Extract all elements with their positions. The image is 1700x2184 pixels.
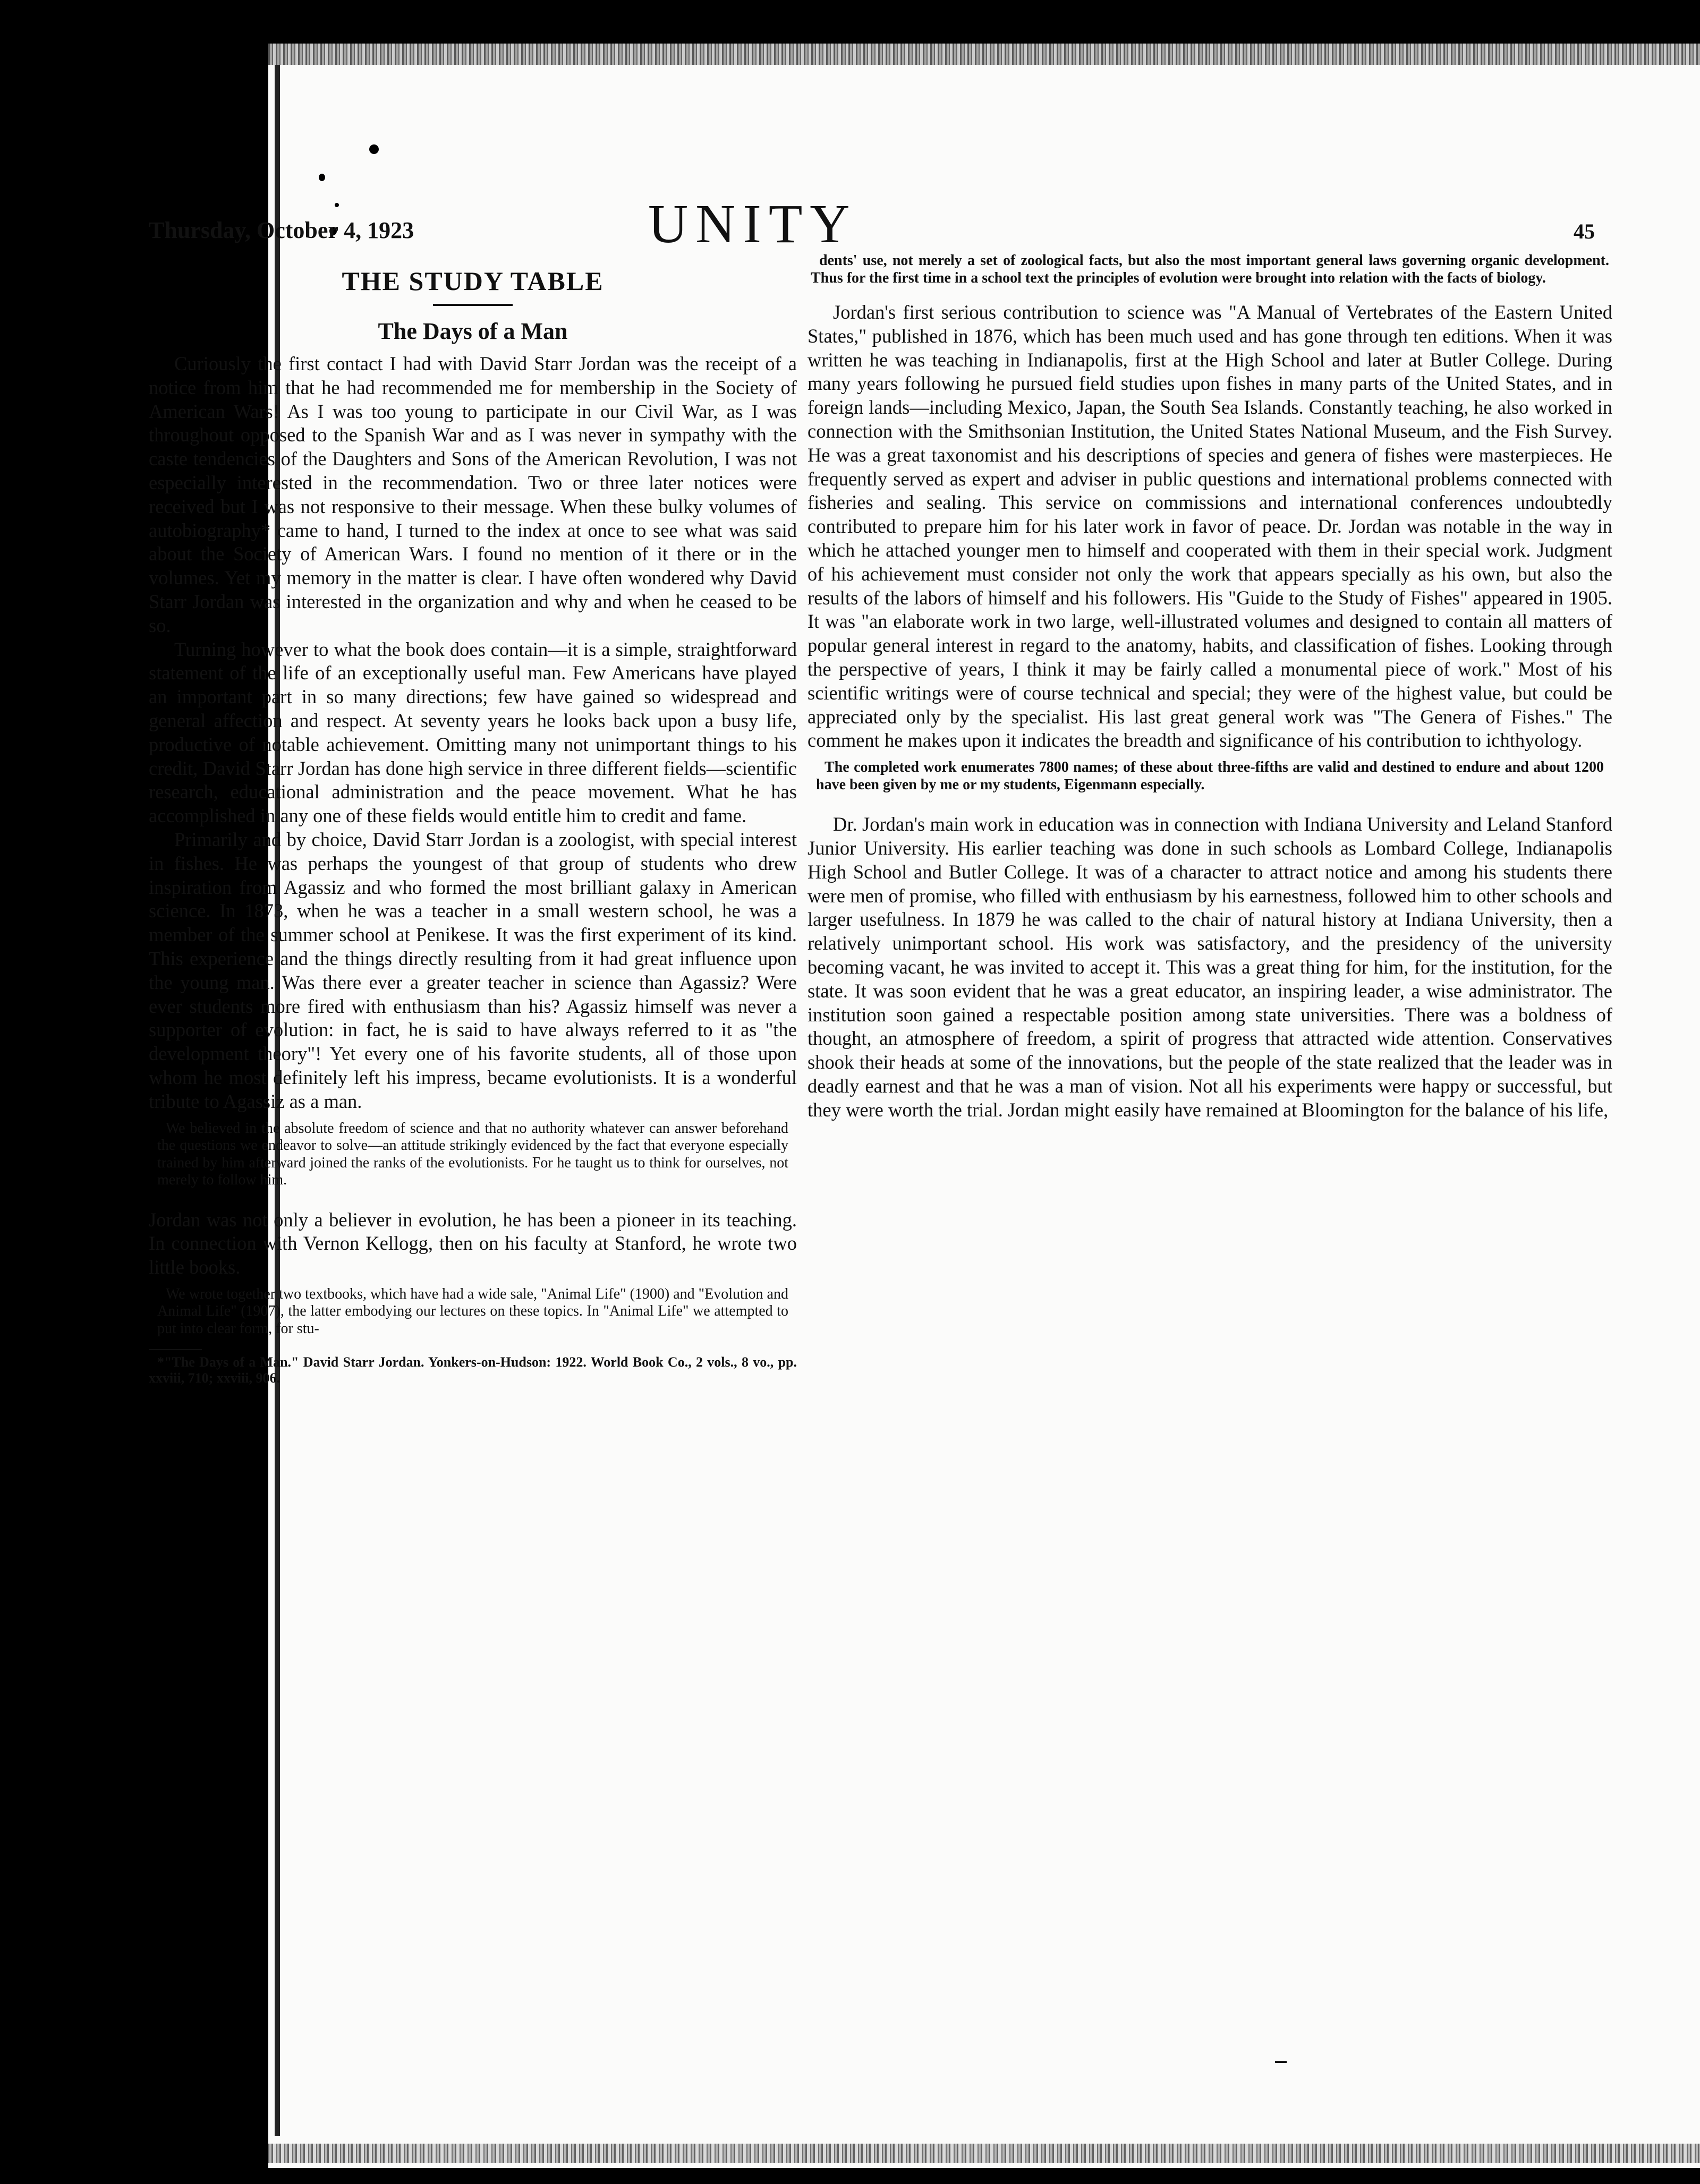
footnote-rule (149, 1349, 202, 1350)
page-number: 45 (1574, 219, 1595, 243)
paragraph: Dr. Jordan's main work in education was in connection with Indiana University and Leland Stanford Junior University. His earlier teaching was done in such schools as Lombard College, Indianapolis High School and Butler College. It was of a character to attract notice and among his students there were men of promise, who filled with enthusiasm by his earnestness, followed him to other schools and larger usefulness. In 1879 he was called to the chair of natural history at Indiana University, then a relatively unimportant school. His work was satisfactory, and the presidency of the university becoming vacant, he was invited to accept it. This was a great thing for him, for the institution, for the state. It was soon evident that he was a great educator, an inspiring leader, a wise administrator. The institution soon gained a respectable position among state universities. There was a boldness of thought, an atmosphere of freedom, a spirit of progress that attracted wide attention. Conservatives shook their heads at some of the innovations, but the people of the state realized that the leader was in deadly earnest and that he was a man of vision. Not all his experiments were happy or successful, but they were worth the trial. Jordan might easily have remained at Bloomington for the balance of his life, (808, 813, 1612, 1121)
title-rule (433, 304, 513, 306)
block-quote: The completed work enumerates 7800 names; of these about three-fifths are valid and destined to endure and about 1200 have been given by me or my students, Eigenmann especially. (816, 759, 1604, 793)
block-quote: We wrote together two textbooks, which have had a wide sale, "Animal Life" (1900) and "Evolution and Animal Life" (1907), the latter embodying our lectures on these topics. In "Animal Life" we attempted to put into clear form, for stu- (157, 1285, 788, 1337)
block-quote-continued: dents' use, not merely a set of zoological facts, but also the most important general laws governing organic development. Thus for the first time in a school text the principles of evolution were brought into relation with the facts of biology. (811, 252, 1609, 286)
paragraph: Turning however to what the book does contain—it is a simple, straightforward statement of the life of an exceptionally useful man. Few Americans have played an important part in so many directions; few have gained so widespread and general affection and respect. At seventy years he looks back upon a busy life, productive of notable achievement. Omitting many not unimportant things to his credit, David Starr Jordan has done high service in three different fields—scientific research, educational administration and the peace movement. What he has accomplished in any one of these fields would entitle him to credit and fame. (149, 638, 797, 827)
publication-title: UNITY (648, 193, 857, 254)
scan-bottom-edge (268, 2144, 1700, 2163)
issue-date: Thursday, October 4, 1923 (149, 217, 414, 243)
left-column (149, 266, 797, 1386)
paragraph: Primarily and by choice, David Starr Jordan is a zoologist, with special interest in fishes. He was perhaps the youngest of that group of students who drew inspiration from Agassiz and who formed the most brilliant galaxy in American science. In 1873, when he was a teacher in a small western school, he was a member of the summer school at Penikese. It was the first experiment of its kind. This experience and the things directly resulting from it had great influence upon the young man. Was there ever a greater teacher in science than Agassiz? Were ever students more fired with enthusiasm than his? Agassiz himself was never a supporter of evolution: in fact, he is said to have always referred to it as "the development theory"! Yet every one of his favorite students, all of those upon whom he most definitely left his impress, became evolutionists. It is a wonderful tribute to Agassiz as a man. (149, 828, 797, 1112)
ink-spot (369, 144, 379, 154)
section-title: THE STUDY TABLE (342, 266, 604, 296)
block-quote: We believed in the absolute freedom of science and that no authority whatever can answer beforehand the questions we endeavor to solve—an attitude strikingly evidenced by the fact that everyone especially trained by him afterward joined the ranks of the evolutionists. For he taught us to think for ourselves, not merely to follow him. (157, 1120, 788, 1188)
paragraph: Jordan was not only a believer in evolution, he has been a pioneer in its teaching. In connection with Vernon Kellogg, then on his faculty at Stanford, he wrote two little books. (149, 1208, 797, 1278)
stray-mark (1275, 2061, 1287, 2063)
scan-top-edge (268, 44, 1700, 65)
page-header (149, 159, 1612, 254)
right-column (808, 252, 1612, 1122)
paragraph: Curiously the first contact I had with David Starr Jordan was the receipt of a notice from him that he had recommended me for membership in the Society of American Wars! As I was too young to participate in our Civil War, as I was throughout opposed to the Spanish War and as I was never in sympathy with the caste tendencies of the Daughters and Sons of the American Revolution, I was not especially interested in the recommendation. Two or three later notices were received but I was not responsive to their message. When these bulky volumes of autobiography* came to hand, I turned to the index at once to see what was said about the Society of American Wars. I found no mention of it there or in the volumes. Yet my memory in the matter is clear. I have often wondered why David Starr Jordan was interested in the organization and why and when he ceased to be so. (149, 353, 797, 636)
review-title: The Days of a Man (378, 318, 568, 344)
paragraph: Jordan's first serious contribution to science was "A Manual of Vertebrates of the Eastern United States," published in 1876, which has been much used and has gone through ten editions. When it was written he was teaching in Indianapolis, first at the High School and later at Butler College. During many years following he pursued field studies upon fishes in many parts of the United States, and in foreign lands—including Mexico, Japan, the South Sea Islands. Constantly teaching, he also worked in connection with the Smithsonian Institution, the United States National Museum, and the Fish Survey. He was a great taxonomist and his descriptions of species and genera of fishes were masterpieces. He frequently served as expert and adviser in public questions and international problems connected with fisheries and sealing. This service on commissions and international conferences undoubtedly contributed to prepare him for his later work in favor of peace. Dr. Jordan was notable in the way in which he attached younger men to himself and cooperated with them in their special work. Judgment of his achievement must consider not only the work that appears specially as his own, but also the results of the labors of himself and his followers. His "Guide to the Study of Fishes" appeared in 1905. It was "an elaborate work in two large, well-illustrated volumes and designed to contain all matters of popular general interest in regard to the anatomy, habits, and classification of fishes. Looking through the perspective of years, I think it may be fairly called a monumental piece of work." Most of his scientific writings were of course technical and special; they were of the highest value, but could be appreciated only by the specialist. His last great general work was "The Genera of Fishes." The comment he makes upon it indicates the breadth and significance of his contribution to ichthyology. (808, 301, 1612, 752)
footnote: *"The Days of a Man." David Starr Jordan. Yonkers-on-Hudson: 1922. World Book Co., 2 vols., 8 vo., pp. xxviii, 710; xxviii, 906. (149, 1354, 797, 1386)
